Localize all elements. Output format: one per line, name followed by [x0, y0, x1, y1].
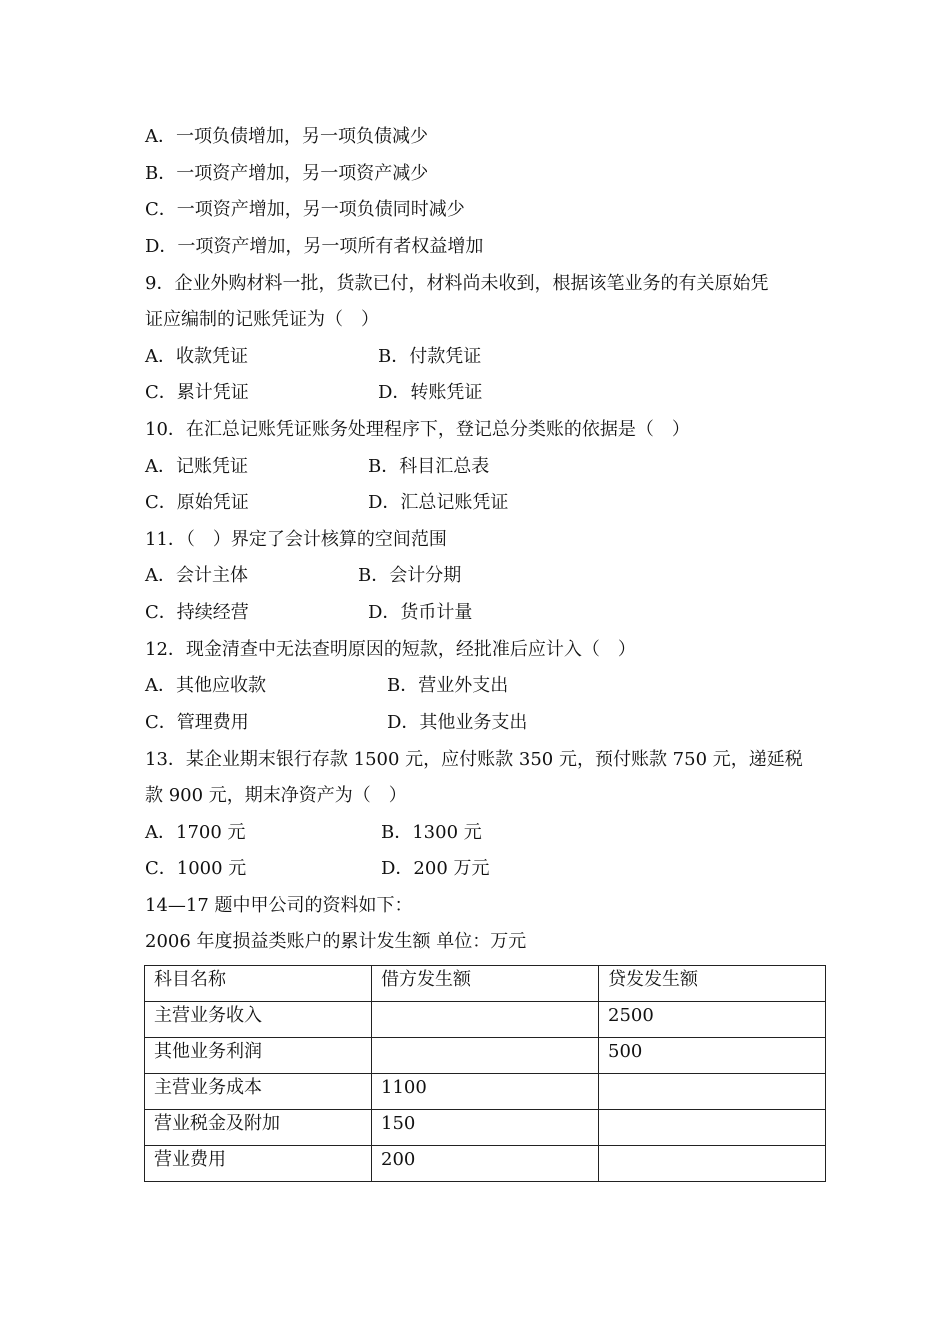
q11-stem: 11．（ ）界定了会计核算的空间范围: [145, 529, 447, 550]
q13-stem-line1: 13．某企业期末银行存款 1500 元，应付账款 350 元，预付账款 750 元，递延税: [145, 749, 803, 770]
q9-option-c: C．累计凭证: [145, 382, 249, 403]
q11-option-b: B．会计分期: [358, 565, 462, 586]
q13-stem-line2: 款 900 元，期末净资产为（ ）: [145, 785, 407, 806]
table-row: [145, 1074, 826, 1110]
table-cell: 500: [599, 1038, 826, 1074]
table-cell: [599, 1146, 826, 1182]
q8-option-a: A．一项负债增加，另一项负债减少: [145, 126, 428, 147]
q13-option-a: A．1700 元: [145, 822, 246, 843]
table-header-row: [145, 966, 826, 1002]
q8-option-d: D．一项资产增加，另一项所有者权益增加: [145, 236, 484, 257]
q9-option-b: B．付款凭证: [378, 346, 482, 367]
q10-option-a: A．记账凭证: [145, 456, 248, 477]
q13-option-b: B．1300 元: [381, 822, 482, 843]
table-cell: 2500: [599, 1002, 826, 1038]
table-row: [145, 1038, 826, 1074]
table-row: [145, 1146, 826, 1182]
q10-option-b: B．科目汇总表: [368, 456, 490, 477]
table-cell: 1100: [372, 1074, 599, 1110]
q9-option-d: D．转账凭证: [378, 382, 483, 403]
table-cell: 营业费用: [145, 1146, 372, 1182]
table-cell: 主营业务收入: [145, 1002, 372, 1038]
q11-option-c: C．持续经营: [145, 602, 249, 623]
q11-option-d: D．货币计量: [368, 602, 473, 623]
header-cell: 借方发生额: [372, 966, 599, 1002]
table-cell: 200: [372, 1146, 599, 1182]
material-intro: 14—17 题中甲公司的资料如下：: [145, 895, 413, 916]
q13-option-c: C．1000 元: [145, 858, 247, 879]
q8-option-b: B．一项资产增加，另一项资产减少: [145, 163, 429, 184]
table-cell: 150: [372, 1110, 599, 1146]
table-cell: [599, 1110, 826, 1146]
q12-stem: 12．现金清查中无法查明原因的短款，经批准后应计入（ ）: [145, 639, 636, 660]
account-table: [144, 965, 826, 1182]
q13-option-d: D．200 万元: [381, 858, 490, 879]
q10-option-d: D．汇总记账凭证: [368, 492, 509, 513]
q12-option-c: C．管理费用: [145, 712, 249, 733]
q12-option-a: A．其他应收款: [145, 675, 266, 696]
q9-option-a: A．收款凭证: [145, 346, 248, 367]
header-cell: 贷发发生额: [599, 966, 826, 1002]
table-row: [145, 1110, 826, 1146]
table-row: [145, 1002, 826, 1038]
header-cell: 科目名称: [145, 966, 372, 1002]
q9-stem-line1: 9．企业外购材料一批，货款已付，材料尚未收到，根据该笔业务的有关原始凭: [145, 273, 769, 294]
q10-option-c: C．原始凭证: [145, 492, 249, 513]
q11-option-a: A．会计主体: [145, 565, 248, 586]
q12-option-b: B．营业外支出: [387, 675, 509, 696]
q10-stem: 10．在汇总记账凭证账务处理程序下，登记总分类账的依据是（ ）: [145, 419, 690, 440]
table-cell: [599, 1074, 826, 1110]
q12-option-d: D．其他业务支出: [387, 712, 528, 733]
table-caption: 2006 年度损益类账户的累计发生额 单位：万元: [145, 931, 527, 952]
table-cell: 主营业务成本: [145, 1074, 372, 1110]
q9-stem-line2: 证应编制的记账凭证为（ ）: [145, 309, 379, 330]
table-cell: [372, 1038, 599, 1074]
table-cell: 营业税金及附加: [145, 1110, 372, 1146]
table-cell: [372, 1002, 599, 1038]
q8-option-c: C．一项资产增加，另一项负债同时减少: [145, 199, 465, 220]
table-cell: 其他业务利润: [145, 1038, 372, 1074]
